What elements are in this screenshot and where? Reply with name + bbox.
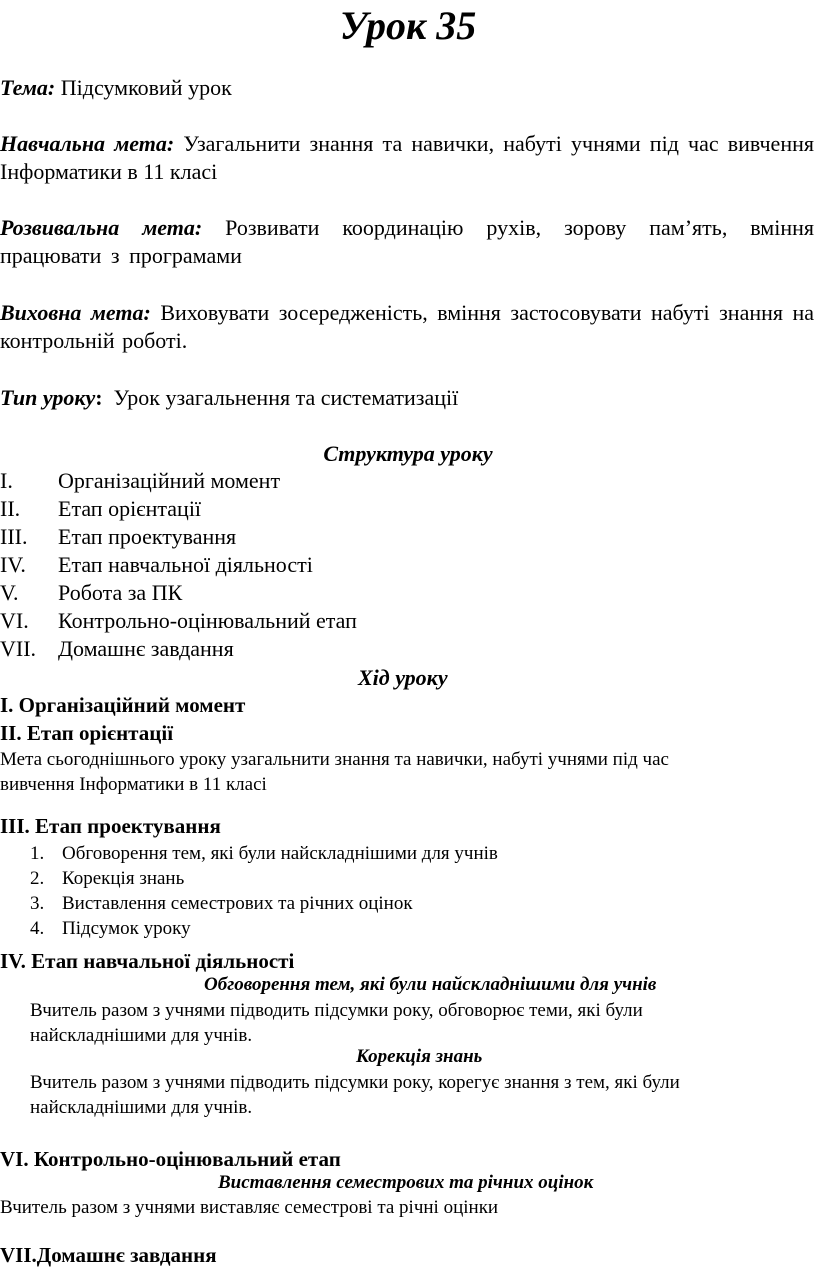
structure-list (0, 467, 357, 663)
upbringing-goal-text: Виховувати зосередженість, вміння застосовувати набуті знання на контрольній роботі. (0, 300, 814, 353)
structure-item: III. Етап проектування (0, 524, 237, 549)
section-2-text-line1: Мета сьогоднішнього уроку узагальнити знання та навички, набуті учнями під час (0, 749, 669, 770)
list-item: 1. Обговорення тем, які були найскладнішими для учнів (30, 843, 498, 864)
list-item: 2. Корекція знань (30, 868, 185, 889)
section-6-subheading: Виставлення семестрових та річних оцінок (218, 1172, 594, 1193)
structure-item: VI. Контрольно-оцінювальний етап (0, 608, 357, 633)
structure-item: V. Робота за ПК (0, 580, 183, 605)
topic-text: Підсумковий урок (55, 75, 232, 100)
section-4-subheading-2: Корекція знань (356, 1046, 483, 1067)
lesson-flow-heading: Хід уроку (358, 665, 448, 690)
section-3-list (30, 841, 498, 941)
section-2-text-line2: вивчення Інформатики в 11 класі (0, 774, 267, 795)
developmental-goal-label: Розвивальна мета: (0, 215, 203, 240)
educational-goal (0, 130, 814, 186)
section-4-text-2a: Вчитель разом з учнями підводить підсумки року, корегує знання з тем, які були (30, 1072, 680, 1093)
section-4-text-1a: Вчитель разом з учнями підводить підсумки року, обговорює теми, які були (30, 1000, 643, 1021)
section-4-text-2b: найскладнішими для учнів. (30, 1097, 253, 1118)
structure-item: I. Організаційний момент (0, 468, 281, 493)
developmental-goal (0, 214, 814, 270)
section-1-heading: I. Організаційний момент (0, 693, 246, 717)
educational-goal-label: Навчальна мета: (0, 131, 175, 156)
structure-heading: Структура уроку (323, 441, 493, 466)
lesson-type-label: Тип уроку (0, 385, 96, 410)
section-6-heading: VI. Контрольно-оцінювальний етап (0, 1147, 341, 1171)
structure-item: VII. Домашнє завдання (0, 636, 234, 661)
section-3-heading: III. Етап проектування (0, 814, 221, 838)
list-item: 4. Підсумок уроку (30, 918, 191, 939)
list-item: 3. Виставлення семестрових та річних оцінок (30, 893, 413, 914)
topic-line (0, 74, 232, 102)
upbringing-goal-label: Виховна мета: (0, 300, 151, 325)
educational-goal-text: Узагальнити знання та навички, набуті учнями під час вивчення Інформатики в 11 класі (0, 131, 814, 184)
section-4-text-1b: найскладнішими для учнів. (30, 1025, 253, 1046)
structure-item: II. Етап орієнтації (0, 496, 202, 521)
upbringing-goal (0, 299, 814, 355)
section-2-heading: II. Етап орієнтації (0, 721, 174, 745)
section-6-text: Вчитель разом з учнями виставляє семестрові та річні оцінки (0, 1197, 499, 1218)
section-7-heading: VII.Домашнє завдання (0, 1243, 217, 1267)
section-4-subheading-1: Обговорення тем, які були найскладнішими для учнів (204, 974, 657, 995)
lesson-type-colon: : (95, 385, 103, 410)
page-title: Урок 35 (339, 3, 477, 48)
developmental-goal-text: Розвивати координацію рухів, зорову пам’ять, вміння працювати з програмами (0, 215, 815, 268)
structure-item: IV. Етап навчальної діяльності (0, 552, 313, 577)
lesson-type-text: Урок узагальнення та систематизації (102, 385, 459, 410)
topic-label: Тема: (0, 75, 56, 100)
lesson-type (0, 384, 458, 412)
section-4-heading: IV. Етап навчальної діяльності (0, 949, 295, 973)
